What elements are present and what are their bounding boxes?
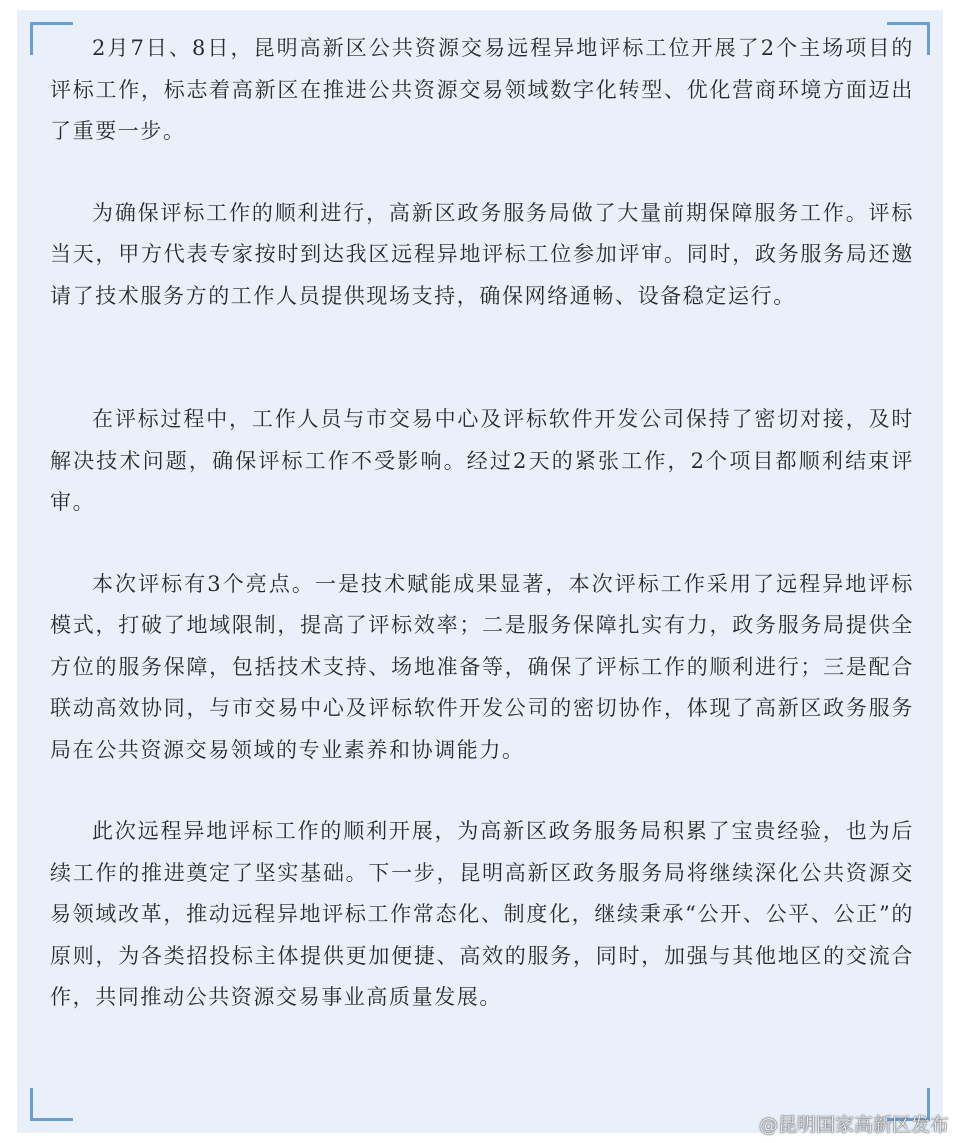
- paragraph-4: 本次评标有3个亮点。一是技术赋能成果显著，本次评标工作采用了远程异地评标模式，打破了地域限制，提高了评标效率；二是服务保障扎实有力，政务服务局提供全方位的服务保障，包括技术支持、场地准备等，确保了评标工作的顺利进行；三是配合联动高效协同，与市交易中心及评标软件开发公司的密切协作，体现了高新区政务服务局在公共资源交易领域的专业素养和协调能力。: [50, 571, 914, 762]
- paragraph-1: 2月7日、8日，昆明高新区公共资源交易远程异地评标工位开展了2个主场项目的评标工作，标志着高新区在推进公共资源交易领域数字化转型、优化营商环境方面迈出了重要一步。: [50, 36, 914, 143]
- paragraph-5: 此次远程异地评标工作的顺利开展，为高新区政务服务局积累了宝贵经验，也为后续工作的推进奠定了坚实基础。下一步，昆明高新区政务服务局将继续深化公共资源交易领域改革，推动远程异地评标工作常态化、制度化，继续秉承“公开、公平、公正”的原则，为各类招投标主体提供更加便捷、高效的服务，同时，加强与其他地区的交流合作，共同推动公共资源交易事业高质量发展。: [50, 819, 914, 1009]
- source-watermark: @昆明国家高新区发布: [758, 1114, 949, 1136]
- corner-decoration-bottom-left: [30, 1088, 73, 1121]
- paragraph-3: 在评标过程中，工作人员与市交易中心及评标软件开发公司保持了密切对接，及时解决技术问题，确保评标工作不受影响。经过2天的紧张工作，2个项目都顺利结束评审。: [50, 407, 914, 514]
- paragraph-2: 为确保评标工作的顺利进行，高新区政务服务局做了大量前期保障服务工作。评标当天，甲方代表专家按时到达我区远程异地评标工位参加评审。同时，政务服务局还邀请了技术服务方的工作人员提供现场支持，确保网络通畅、设备稳定运行。: [50, 200, 914, 308]
- article-body: [50, 28, 914, 1019]
